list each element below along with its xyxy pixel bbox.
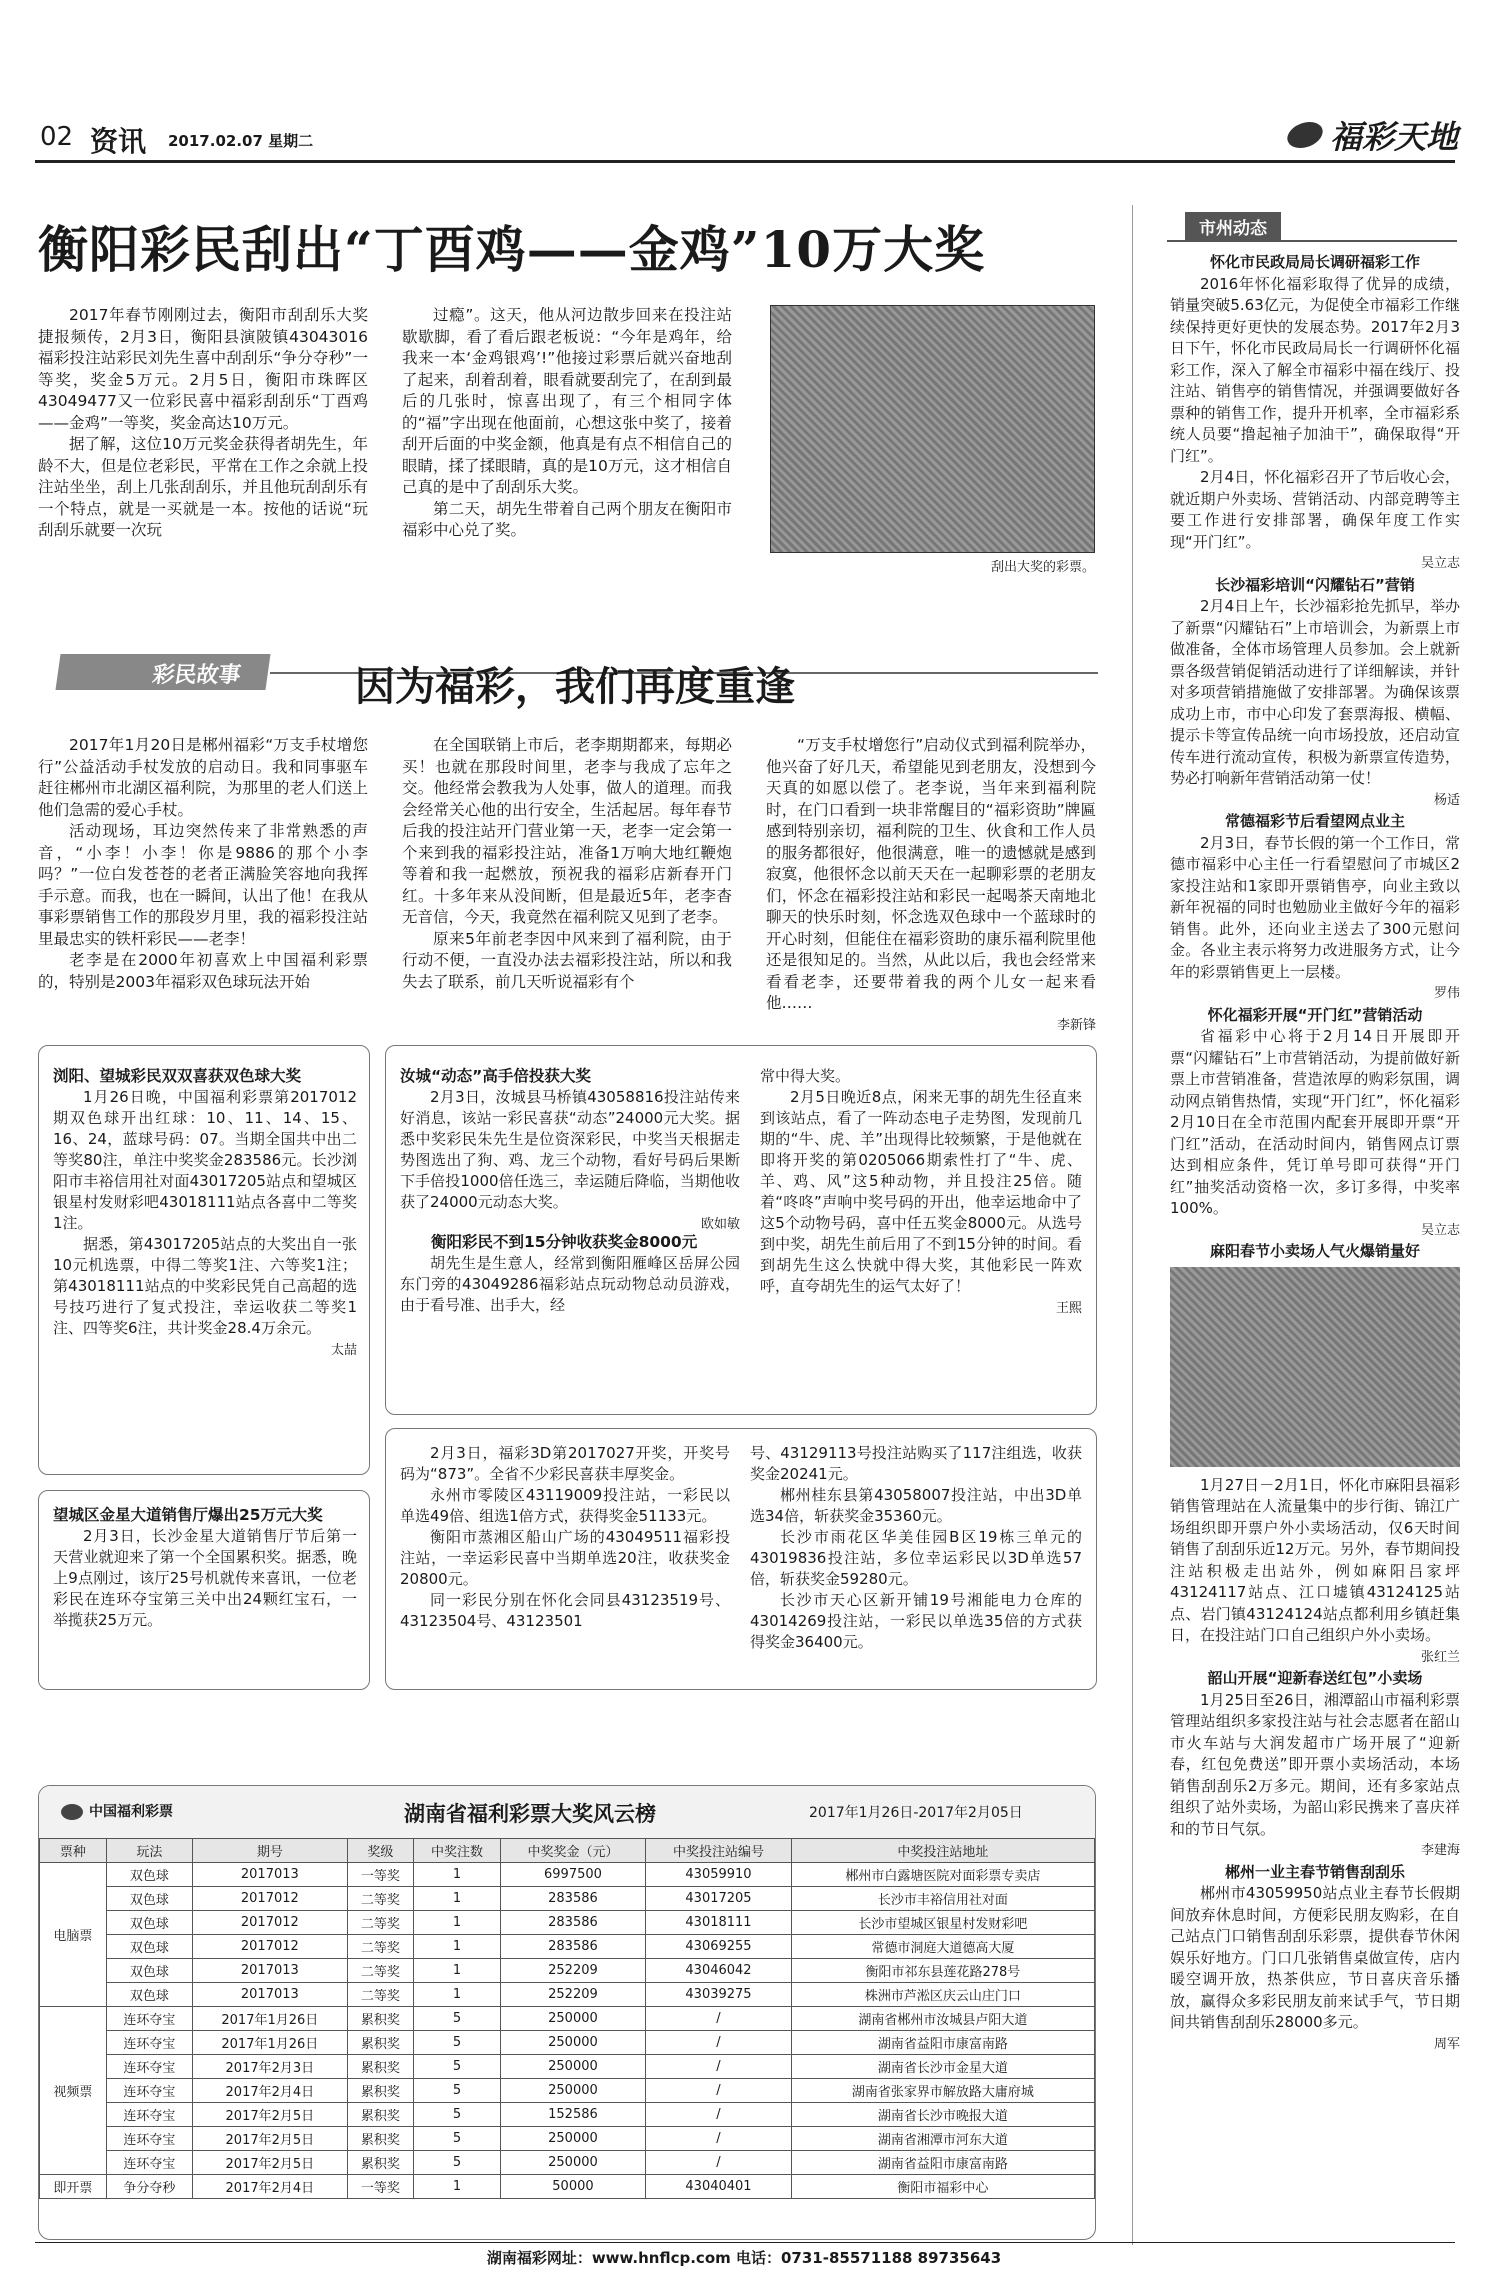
table-cell: 152586 [500, 2103, 646, 2127]
brand-logo [1288, 112, 1458, 158]
news-title: 怀化市民政局局长调研福彩工作 [1209, 253, 1420, 271]
paragraph: 据了解，这位10万元奖金获得者胡先生，年龄不大，但是位老彩民，平常在工作之余就上投注站坐坐，刮上几张刮刮乐，并且他玩刮刮乐有一个特点，就是一买就是一本。按他的话说“玩刮刮乐就要一次玩 [38, 435, 368, 539]
table-cell: 252209 [500, 1983, 646, 2007]
paragraph: 郴州市43059950站点业主春节长假期间放弃休息时间，方便彩民朋友购彩，在自己站点门口销售刮刮乐彩票，提供春节休闲娱乐好地方。门口几张销售桌做宣传，店内暖空调开放，热茶供应，节日喜庆音乐播放，赢得众多彩民朋友前来试手气，节日期间共销售刮刮乐28000多元。 [1170, 1884, 1460, 2031]
news-title: 郴州一业主春节销售刮刮乐 [1224, 1862, 1405, 1881]
prize-ranking-table-box [38, 1785, 1096, 2240]
byline: 张红兰 [1420, 1649, 1460, 1665]
table-cell: 5 [414, 2055, 500, 2079]
paragraph: 过瘾”。这天，他从河边散步回来在投注站歇歇脚，看了看后跟老板说：“今年是鸡年，给我来一本‘金鸡银鸡’!”他接过彩票后就兴奋地刮了起来，刮着刮着，眼看就要刮完了，在刮到最后的几张时，惊喜出现了，有三个相同字体的“福”字出现在他面前，心想这张中奖了，接着刮开后面的中奖金额，他真是有点不相信自己的眼睛，揉了揉眼睛，真的是10万元，这才相信自己真的是中了刮刮乐大奖。 [402, 306, 732, 496]
table-cell: 湖南省长沙市金星大道 [791, 2055, 1094, 2079]
table-cell: 湖南省益阳市康富南路 [791, 2031, 1094, 2055]
table-body [40, 1863, 1095, 2199]
table-cell: 50000 [500, 2175, 646, 2199]
table-cell: 双色球 [106, 1863, 192, 1887]
table-cell: 43018111 [646, 1911, 792, 1935]
paragraph: 省福彩中心将于2月14日开展即开票“闪耀钻石”上市营销活动，为提前做好新票上市营销准备，营造浓厚的购彩氛围，调动网点销售热情，实现“开门红”，怀化福彩2月10日在全市范围内配套开展即开票“开门红”活动，在活动时间内，销售网点订票达到相应条件，凭订单号即可获得“开门红”抽奖活动资格一次，多订多得，中奖率100%。 [1170, 1027, 1460, 1217]
column-header: 玩法 [106, 1839, 192, 1863]
news-title: 韶山开展“迎新春送红包”小卖场 [1207, 1669, 1423, 1687]
lottery-logo [61, 1801, 173, 1821]
ticket-type-cell: 即开票 [40, 2175, 107, 2199]
table-cell: 累积奖 [347, 2103, 414, 2127]
box3-left-col [400, 1066, 740, 1316]
table-cell: 湖南省长沙市晚报大道 [791, 2103, 1094, 2127]
box-title: 汝城“动态”高手倍投获大奖 [400, 1067, 591, 1085]
table-cell: 双色球 [106, 1959, 192, 1983]
paragraph: 第二天，胡先生带着自己两个朋友在衡阳市福彩中心兑了奖。 [402, 499, 732, 539]
table-cell: 250000 [500, 2031, 646, 2055]
table-date-range: 2017年1月26日-2017年2月05日 [809, 1805, 1023, 1821]
column-header: 中奖投注站编号 [646, 1839, 792, 1863]
table-cell: 长沙市望城区银星村发财彩吧 [791, 1911, 1094, 1935]
news-box-4 [385, 1428, 1097, 1690]
table-cell: 累积奖 [347, 2031, 414, 2055]
news-box-1 [38, 1045, 370, 1475]
table-cell: / [646, 2151, 792, 2175]
table-cell: 250000 [500, 2055, 646, 2079]
table-cell: 250000 [500, 2127, 646, 2151]
table-cell: 株洲市芦淞区庆云山庄门口 [791, 1983, 1094, 2007]
table-cell: 2017013 [193, 1863, 347, 1887]
table-cell: 5 [414, 2031, 500, 2055]
table-cell: 5 [414, 2103, 500, 2127]
paragraph: 1月27日－2月1日，怀化市麻阳县福彩销售管理站在人流量集中的步行街、锦江广场组织即开票户外小卖场活动，仅6天时间销售了刮刮乐近12万元。另外，春节期间投注站积极走出站外，例如麻阳吕家坪43124117站点、江口墟镇43124125站点、岩门镇43124124站点都利用乡镇赶集日，在投注站门口自己组织户外小卖场。 [1170, 1475, 1460, 1644]
table-cell: 2017年2月3日 [193, 2055, 347, 2079]
story-headline: 因为福彩，我们再度重逢 [355, 663, 795, 710]
paragraph: 2月5日晚近8点，闲来无事的胡先生径直来到该站点，看了一阵动态电子走势图，发现前几期的“牛、虎、羊”出现得比较频繁，于是他就在即将开奖的第0205066期索性打了“牛、虎、羊、鸡、风”这5种动物，并且投注25倍。随着“咚咚”声响中奖号码的开出，他幸运地命中了这5个动物号码，喜中任五奖金8000元。从选号到中奖，胡先生前后用了不到15分钟的时间。看到胡先生这么快就中得大奖，其他彩民一阵欢呼，直夸胡先生的运气太好了！ [760, 1088, 1082, 1295]
table-cell: 2017012 [193, 1887, 347, 1911]
table-cell: 283586 [500, 1935, 646, 1959]
table-cell: 湖南省益阳市康富南路 [791, 2151, 1094, 2175]
sales-booth-photo [1170, 1267, 1460, 1467]
column-header: 中奖投注站地址 [791, 1839, 1094, 1863]
table-cell: 双色球 [106, 1887, 192, 1911]
section-name: 资讯 [90, 125, 147, 158]
table-cell: 郴州市白露塘医院对面彩票专卖店 [791, 1863, 1094, 1887]
table-cell: 累积奖 [347, 2055, 414, 2079]
table-cell: 湖南省郴州市汝城县卢阳大道 [791, 2007, 1094, 2031]
table-cell: 累积奖 [347, 2079, 414, 2103]
table-cell: 5 [414, 2151, 500, 2175]
table-cell: 累积奖 [347, 2151, 414, 2175]
paragraph: 号、43129113号投注站购买了117注组选，收获奖金20241元。 [750, 1444, 1082, 1483]
column-header: 奖级 [347, 1839, 414, 1863]
byline: 杨适 [1433, 792, 1460, 808]
table-cell: 连环夺宝 [106, 2007, 192, 2031]
table-row [40, 2079, 1095, 2103]
sidebar-section-title: 市州动态 [1185, 212, 1281, 241]
table-cell: 1 [414, 1935, 500, 1959]
table-cell: 二等奖 [347, 1959, 414, 1983]
paragraph: 老李是在2000年初喜欢上中国福利彩票的，特别是2003年福彩双色球玩法开始 [38, 951, 368, 991]
footer-rule [35, 2242, 1455, 2243]
footer-contact: 湖南福彩网址：www.hnflcp.com 电话：0731-85571188 89735643 [486, 2249, 1002, 2267]
news-box-2 [38, 1490, 370, 1690]
table-cell: / [646, 2103, 792, 2127]
table-cell: 6997500 [500, 1863, 646, 1887]
table-cell: / [646, 2127, 792, 2151]
table-row [40, 2103, 1095, 2127]
byline: 吴立志 [1420, 1222, 1460, 1238]
logo-text: 福彩天地 [1329, 118, 1458, 156]
table-cell: 连环夺宝 [106, 2127, 192, 2151]
paragraph: 2月3日，长沙金星大道销售厅节后第一天营业就迎来了第一个全国累积奖。据悉，晚上9点刚过，该厅25号机就传来喜讯，一位老彩民在连环夺宝第三关中出24颗红宝石，一举揽获25万元。 [53, 1527, 357, 1629]
divider [1167, 240, 1457, 242]
box4-left-col [400, 1443, 730, 1632]
paragraph: 长沙市天心区新开铺19号湘能电力仓库的43014269投注站，一彩民以单选35倍的方式获得奖金36400元。 [750, 1591, 1082, 1651]
logo-icon [61, 1804, 83, 1820]
table-cell: 连环夺宝 [106, 2151, 192, 2175]
paragraph: 1月25日至26日，湘潭韶山市福利彩票管理站组织多家投注站与社会志愿者在韶山市火车站与大润发超市广场开展了“迎新春，红包免费送”即开票小卖场活动，本场销售刮刮乐2万多元。期间，还有多家站点组织了站外卖场，为韶山彩民携来了喜庆祥和的节日气氛。 [1170, 1690, 1460, 1838]
table-cell: 衡阳市福彩中心 [791, 2175, 1094, 2199]
box-title: 浏阳、望城彩民双双喜获双色球大奖 [53, 1067, 302, 1085]
paragraph: 2月4日，怀化福彩召开了节后收心会，就近期户外卖场、营销活动、内部竞聘等主要工作进行安排部署，确保年度工作实现“开门红”。 [1170, 468, 1460, 551]
paragraph: 衡阳市蒸湘区船山广场的43049511福彩投注站，一幸运彩民喜中当期单选20注，收获奖金20800元。 [400, 1528, 730, 1588]
news-title: 怀化福彩开展“开门红”营销活动 [1207, 1005, 1423, 1024]
table-row [40, 2175, 1095, 2199]
column-header: 期号 [193, 1839, 347, 1863]
paragraph: 2016年怀化福彩取得了优异的成绩，销量突破5.63亿元，为促使全市福彩工作继续保持更好更快的发展态势。2017年2月3日下午，怀化市民政局局长一行调研怀化福彩工作，深入了解全市福彩中福在线厅、投注站、销售亭的销售情况，并强调要做好各票种的销售工作，提升开机率，全市福彩系统人员要“撸起袖子加油干”，确保取得“开门红”。 [1170, 274, 1460, 465]
news-box-3 [385, 1045, 1097, 1415]
table-cell: 二等奖 [347, 1983, 414, 2007]
column-header: 中奖奖金（元） [500, 1839, 646, 1863]
table-cell: 二等奖 [347, 1887, 414, 1911]
paragraph: 2017年春节刚刚过去，衡阳市刮刮乐大奖捷报频传，2月3日，衡阳县演陂镇43043016福彩投注站彩民刘先生喜中刮刮乐“争分夺秒”一等奖，奖金5万元。2月5日，衡阳市珠晖区43049477又一位彩民喜中福彩刮刮乐“丁酉鸡——金鸡”一等奖，奖金高达10万元。 [38, 306, 368, 432]
table-cell: 争分夺秒 [106, 2175, 192, 2199]
paragraph: “万支手杖增您行”启动仪式到福利院举办，他兴奋了好几天，希望能见到老朋友，没想到今天真的如愿以偿了。老李说，当年来到福利院时，在门口看到一块非常醒目的“福彩资助”牌匾感到特别亲切，福利院的卫生、伙食和工作人员的服务都很好，他很满意，唯一的遗憾就是感到寂寞，他很怀念以前天天在一起聊彩票的老朋友们，怀念在福彩投注站和彩民一起喝茶天南地北聊天的快乐时刻，怀念选双色球中一个蓝球时的开心时刻，但能住在福彩资助的康乐福利院里他还是很知足的。当然，从此以后，我也会经常来看看老李，还要带着我的两个儿女一起来看他…… [766, 736, 1096, 1012]
table-cell: / [646, 2007, 792, 2031]
byline: 李新锋 [1056, 1017, 1096, 1033]
table-cell: 一等奖 [347, 2175, 414, 2199]
table-cell: 2017013 [193, 1983, 347, 2007]
table-cell: 2017年2月5日 [193, 2151, 347, 2175]
table-cell: 2017012 [193, 1911, 347, 1935]
paragraph: 常中得大奖。 [760, 1067, 851, 1085]
box4-right-col [750, 1443, 1082, 1653]
table-cell: 连环夺宝 [106, 2079, 192, 2103]
table-cell: 衡阳市祁东县莲花路278号 [791, 1959, 1094, 1983]
table-cell: 湖南省张家界市解放路大庸府城 [791, 2079, 1094, 2103]
table-cell: 2017年2月5日 [193, 2103, 347, 2127]
prize-table [39, 1838, 1095, 2199]
table-cell: 2017年2月5日 [193, 2127, 347, 2151]
news-title: 长沙福彩培训“闪耀钻石”营销 [1215, 575, 1415, 594]
table-cell: 常德市洞庭大道德高大厦 [791, 1935, 1094, 1959]
paragraph: 2017年1月20日是郴州福彩“万支手杖增您行”公益活动手杖发放的启动日。我和同事驱车赶往郴州市北湖区福利院，为那里的老人们送上他们急需的爱心手杖。 [38, 736, 368, 819]
main-col-1 [38, 305, 368, 542]
table-cell: / [646, 2079, 792, 2103]
paragraph: 永州市零陵区43119009投注站，一彩民以单选49倍、组选1倍方式，获得奖金51133元。 [400, 1486, 730, 1525]
logo-icon [1283, 122, 1326, 148]
box-title: 望城区金星大道销售厅爆出25万元大奖 [53, 1506, 323, 1524]
paragraph: 据悉，第43017205站点的大奖出自一张10元机选票，中得二等奖1注、六等奖1注；第43018111站点的中奖彩民凭自己高超的选号技巧进行了复式投注，幸运收获二等奖1注、四等奖6注，共计奖金28.4万余元。 [53, 1235, 357, 1337]
main-headline: 衡阳彩民刮出“丁酉鸡——金鸡”10万大奖 [38, 220, 986, 279]
table-cell: 2017年1月26日 [193, 2007, 347, 2031]
box3-right-col [760, 1066, 1082, 1316]
table-cell: 250000 [500, 2007, 646, 2031]
byline: 欧如敏 [700, 1217, 740, 1232]
table-cell: 5 [414, 2007, 500, 2031]
table-cell: / [646, 2055, 792, 2079]
table-title: 湖南省福利彩票大奖风云榜 [404, 1802, 656, 1826]
sidebar-news-list [1170, 252, 1460, 2055]
table-header-row [40, 1839, 1095, 1863]
table-cell: 2017年2月4日 [193, 2175, 347, 2199]
header-rule [35, 160, 1455, 163]
table-cell: 43040401 [646, 2175, 792, 2199]
story-tag: 彩民故事 [55, 654, 270, 690]
table-cell: 250000 [500, 2079, 646, 2103]
story-col-2 [402, 735, 732, 993]
table-row [40, 1983, 1095, 2007]
table-cell: 1 [414, 1959, 500, 1983]
table-row [40, 1935, 1095, 1959]
paragraph: 长沙市雨花区华美佳园B区19栋三单元的43019836投注站，多位幸运彩民以3D单选57倍，斩获奖金59280元。 [750, 1528, 1082, 1588]
logo-text: 中国福利彩票 [89, 1804, 173, 1820]
table-cell: 1 [414, 2175, 500, 2199]
main-col-2 [402, 305, 732, 542]
table-cell: 连环夺宝 [106, 2103, 192, 2127]
table-cell: 43069255 [646, 1935, 792, 1959]
table-cell: / [646, 2031, 792, 2055]
table-cell: 一等奖 [347, 1863, 414, 1887]
byline: 罗伟 [1433, 986, 1460, 1001]
table-cell: 2017年1月26日 [193, 2031, 347, 2055]
byline: 王熙 [1055, 1301, 1082, 1316]
byline: 吴立志 [1420, 556, 1460, 571]
table-header-bar [39, 1786, 1095, 1838]
paragraph: 2月3日，汝城县马桥镇43058816投注站传来好消息，该站一彩民喜获“动态”24000元大奖。据悉中奖彩民朱先生是位资深彩民，中奖当天根据走势图选出了狗、鸡、龙三个动物，看好号码后果断下手倍投1000倍任选三，幸运随后降临，当期他收获了24000元动态大奖。 [400, 1088, 740, 1211]
sidebar-header [1167, 210, 1457, 240]
table-cell: 1 [414, 1887, 500, 1911]
table-row [40, 1863, 1095, 1887]
byline: 周军 [1433, 2036, 1460, 2052]
byline: 太喆 [330, 1343, 357, 1358]
table-row [40, 2031, 1095, 2055]
table-cell: 283586 [500, 1911, 646, 1935]
paragraph: 在全国联销上市后，老李期期都来，每期必买！也就在那段时间里，老李与我成了忘年之交。他经常会教我为人处事，做人的道理。而我会经常关心他的出行安全，生活起居。每年春节后我的投注站开门营业第一天，老李一定会第一个来到我的福彩投注站，准备1万响大地红鞭炮等着和我一起燃放，预祝我的福彩店新春开门红。十多年来从没间断，但是最近5年，老李杳无音信，今天，我竟然在福利院又见到了老李。 [402, 736, 732, 926]
table-cell: 252209 [500, 1959, 646, 1983]
table-row [40, 2055, 1095, 2079]
table-cell: 累积奖 [347, 2127, 414, 2151]
table-cell: 43017205 [646, 1887, 792, 1911]
table-cell: 二等奖 [347, 1911, 414, 1935]
table-cell: 2017年2月4日 [193, 2079, 347, 2103]
paragraph: 郴州桂东县第43058007投注站，中出3D单选34倍，斩获奖金35360元。 [750, 1486, 1082, 1525]
column-header: 中奖注数 [414, 1839, 500, 1863]
news-title: 麻阳春节小卖场人气火爆销量好 [1209, 1242, 1420, 1260]
paragraph: 2月3日，福彩3D第2017027开奖，开奖号码为“873”。全省不少彩民喜获丰厚奖金。 [400, 1444, 730, 1483]
paragraph: 胡先生是生意人，经常到衡阳雁峰区岳屏公园东门旁的43049286福彩站点玩动物总动员游戏，由于看号准、出手大，经 [400, 1254, 740, 1314]
table-cell: 连环夺宝 [106, 2055, 192, 2079]
story-col-1 [38, 735, 368, 993]
table-cell: 5 [414, 2079, 500, 2103]
story-col-3 [766, 735, 1096, 1036]
table-cell: 1 [414, 1911, 500, 1935]
paragraph: 2月3日，春节长假的第一个工作日，常德市福彩中心主任一行看望慰问了市城区2家投注站和1家即开票销售亭，向业主致以新年祝福的同时也勉励业主做好今年的福彩销售。此外，还向业主送去了300元慰问金。各业主表示将努力改进服务方式，让今年的彩票销售更上一层楼。 [1170, 833, 1460, 981]
table-cell: 累积奖 [347, 2007, 414, 2031]
news-title: 常德福彩节后看望网点业主 [1224, 812, 1405, 830]
ticket-type-cell: 电脑票 [40, 1863, 107, 2007]
table-row [40, 1959, 1095, 1983]
table-row [40, 2151, 1095, 2175]
table-row [40, 2127, 1095, 2151]
table-cell: 连环夺宝 [106, 2031, 192, 2055]
box-subtitle: 衡阳彩民不到15分钟收获奖金8000元 [431, 1233, 698, 1251]
table-cell: 2017012 [193, 1935, 347, 1959]
table-cell: 二等奖 [347, 1935, 414, 1959]
page-number: 02 [40, 122, 74, 152]
table-cell: 283586 [500, 1887, 646, 1911]
paragraph: 2月4日上午，长沙福彩抢先抓早，举办了新票“闪耀钻石”上市培训会，为新票上市做准备，全体市场管理人员参加。会上就新票各级营销促销活动进行了详细解读，并针对多项营销措施做了安排部署。为确保该票成功上市，市中心印发了套票海报、横幅、提示卡等宣传品统一向市场投放，还启动宣传车进行流动宣传，积极为新票宣传造势，势必打响新年营销活动第一仗！ [1170, 597, 1460, 787]
table-row [40, 1887, 1095, 1911]
paragraph: 原来5年前老李因中风来到了福利院，由于行动不便，一直没办法去福彩投注站，所以和我失去了联系，前几天听说福彩有个 [402, 929, 732, 991]
table-row [40, 1911, 1095, 1935]
table-cell: 1 [414, 1983, 500, 2007]
table-cell: 250000 [500, 2151, 646, 2175]
issue-date: 2017.02.07 星期二 [168, 132, 314, 150]
table-cell: 43039275 [646, 1983, 792, 2007]
table-cell: 湖南省湘潭市河东大道 [791, 2127, 1094, 2151]
column-divider [1132, 205, 1133, 2245]
lottery-ticket-photo [770, 305, 1095, 553]
table-cell: 双色球 [106, 1983, 192, 2007]
paragraph: 活动现场，耳边突然传来了非常熟悉的声音，“小李！小李！你是9886的那个小李吗？”一位白发苍苍的老者正满脸笑容地向我挥手示意。而我，也在一瞬间，认出了他！在我从事彩票销售工作的那段岁月里，我的福彩投注站里最忠实的铁杆彩民——老李！ [38, 822, 368, 948]
table-cell: 2017013 [193, 1959, 347, 1983]
photo-caption: 刮出大奖的彩票。 [990, 560, 1095, 575]
table-cell: 双色球 [106, 1911, 192, 1935]
ticket-type-cell: 视频票 [40, 2007, 107, 2175]
column-header: 票种 [40, 1839, 107, 1863]
table-row [40, 2007, 1095, 2031]
paragraph: 1月26日晚，中国福利彩票第2017012期双色球开出红球：10、11、14、15、16、24，蓝球号码：07。当期全国共中出二等奖80注，单注中奖奖金283586元。长沙浏阳市丰裕信用社对面43017205站点和望城区银星村发财彩吧43018111站点各喜中二等奖1注。 [53, 1088, 357, 1232]
table-cell: 43046042 [646, 1959, 792, 1983]
byline: 李建海 [1420, 1843, 1460, 1858]
table-cell: 双色球 [106, 1935, 192, 1959]
paragraph: 同一彩民分别在怀化会同县43123519号、43123504号、43123501 [400, 1591, 730, 1630]
table-cell: 5 [414, 2127, 500, 2151]
table-cell: 43059910 [646, 1863, 792, 1887]
table-cell: 长沙市丰裕信用社对面 [791, 1887, 1094, 1911]
table-cell: 1 [414, 1863, 500, 1887]
